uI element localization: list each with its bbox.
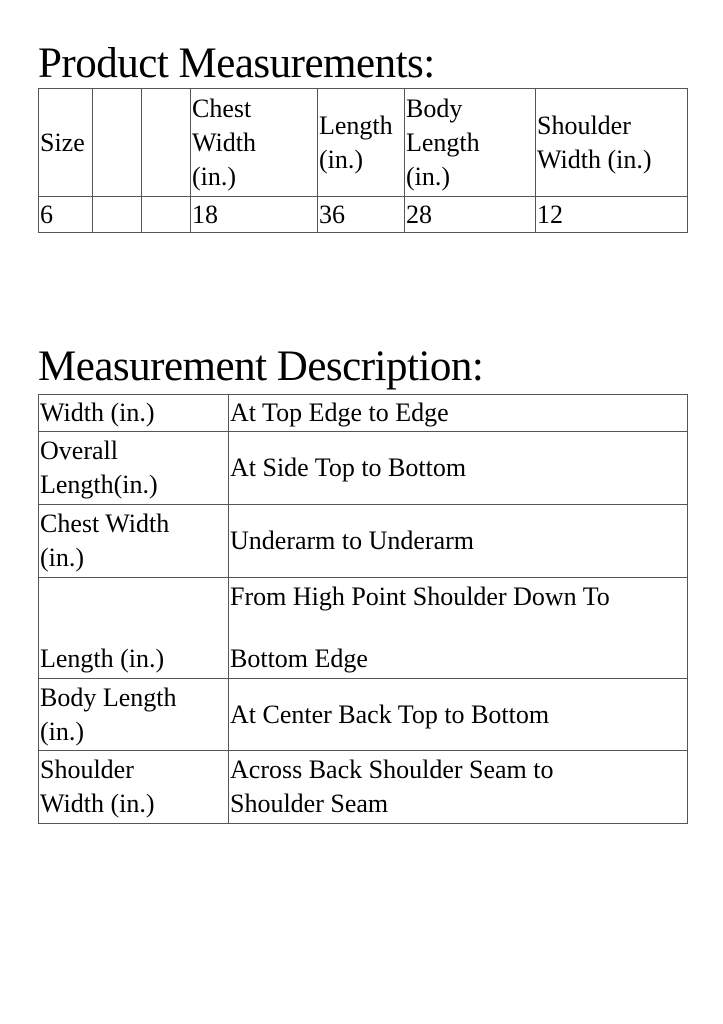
product-measurements-title: Product Measurements:	[38, 40, 435, 87]
table-row	[39, 751, 688, 824]
product-measurements-table	[38, 88, 688, 233]
description-cell: At Side Top to Bottom	[229, 432, 688, 505]
term-cell: Width (in.)	[39, 395, 229, 432]
table-row	[39, 432, 688, 505]
term-cell: Body Length (in.)	[39, 679, 229, 751]
term-cell: Shoulder Width (in.)	[39, 751, 229, 824]
header-cell-size: Size	[39, 89, 93, 197]
description-cell: From High Point Shoulder Down To Bottom Edge	[229, 578, 688, 679]
cell-shoulder-width: 12	[536, 197, 688, 233]
header-cell-chest-width: Chest Width (in.)	[191, 89, 318, 197]
cell-blank-2	[142, 197, 191, 233]
cell-body-length: 28	[405, 197, 536, 233]
header-cell-blank-2	[142, 89, 191, 197]
term-cell: Length (in.)	[39, 578, 229, 679]
header-cell-length: Length (in.)	[318, 89, 405, 197]
description-cell: At Top Edge to Edge	[229, 395, 688, 432]
header-cell-shoulder-width: Shoulder Width (in.)	[536, 89, 688, 197]
cell-size: 6	[39, 197, 93, 233]
table-row	[39, 578, 688, 679]
measurement-description-table	[38, 394, 688, 824]
term-cell: Overall Length(in.)	[39, 432, 229, 505]
header-cell-blank-1	[93, 89, 142, 197]
table-row	[39, 679, 688, 751]
cell-chest-width: 18	[191, 197, 318, 233]
term-cell: Chest Width (in.)	[39, 505, 229, 578]
description-cell: Across Back Shoulder Seam to Shoulder Seam	[229, 751, 688, 824]
cell-length: 36	[318, 197, 405, 233]
table-header-row	[39, 89, 688, 197]
measurement-description-title: Measurement Description:	[38, 343, 484, 390]
header-cell-body-length: Body Length (in.)	[405, 89, 536, 197]
description-cell: Underarm to Underarm	[229, 505, 688, 578]
table-row	[39, 505, 688, 578]
table-row	[39, 395, 688, 432]
description-cell: At Center Back Top to Bottom	[229, 679, 688, 751]
cell-blank-1	[93, 197, 142, 233]
table-row	[39, 197, 688, 233]
